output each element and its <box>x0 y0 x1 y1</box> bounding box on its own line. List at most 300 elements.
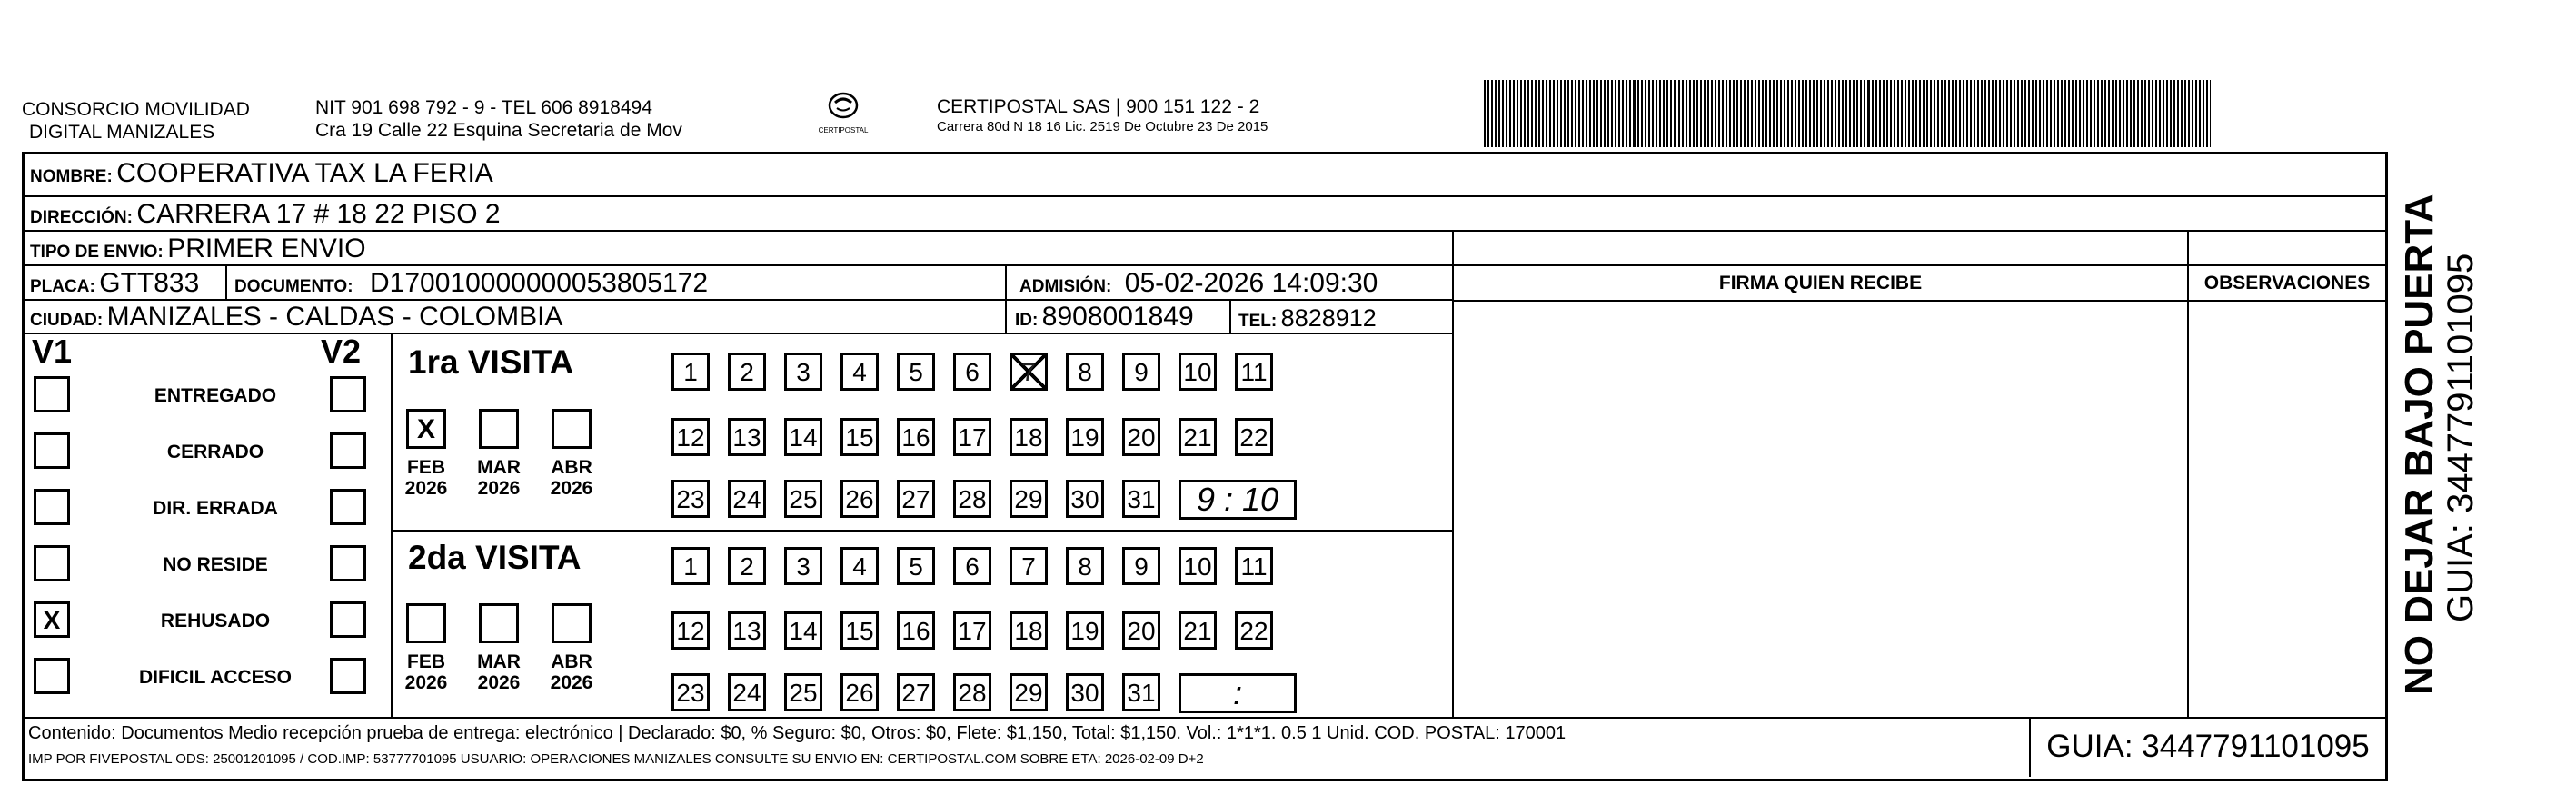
barcode-bar <box>2130 80 2132 147</box>
barcode-bar <box>1992 80 1994 147</box>
month-checkbox[interactable]: X <box>406 409 446 449</box>
admision-value: 05-02-2026 14:09:30 <box>1124 268 1378 298</box>
barcode-bar <box>2104 80 2106 147</box>
barcode-bar <box>2119 80 2121 147</box>
tipo-envio-value: PRIMER ENVIO <box>167 234 366 263</box>
barcode-bar <box>1491 80 1493 147</box>
admision-field <box>1019 268 1378 299</box>
barcode-bar <box>2064 80 2066 147</box>
status-label: NO RESIDE <box>163 554 268 575</box>
status-label: ENTREGADO <box>154 385 277 406</box>
day-cell[interactable]: 17 <box>953 611 991 650</box>
barcode-bar <box>1864 80 1865 147</box>
id-value: 8908001849 <box>1041 302 1194 332</box>
barcode-bar <box>2028 80 2030 147</box>
visit-time-field[interactable]: : <box>1179 673 1297 713</box>
day-cell[interactable]: 26 <box>840 480 879 518</box>
barcode-bar <box>1751 80 1753 147</box>
day-cell[interactable]: 2 <box>728 353 766 391</box>
barcode-bar <box>1872 80 1874 147</box>
day-cell[interactable]: 12 <box>671 418 710 456</box>
barcode-bar <box>1618 80 1620 147</box>
v1-checkbox[interactable] <box>34 489 70 525</box>
month-checkbox[interactable] <box>479 603 519 643</box>
day-cell[interactable]: 15 <box>840 611 879 650</box>
barcode-bar <box>1715 80 1716 147</box>
barcode-bar <box>2101 80 2103 147</box>
barcode-bar <box>1531 80 1533 147</box>
status-label: CERRADO <box>166 442 264 462</box>
day-cell[interactable]: 7 <box>1010 547 1048 585</box>
observaciones-area[interactable] <box>2189 302 2385 717</box>
barcode-bar <box>2203 80 2204 147</box>
barcode-bar <box>2163 80 2164 147</box>
v1-checkbox[interactable]: X <box>34 601 70 638</box>
barcode-bar <box>1495 80 1497 147</box>
day-cell[interactable]: 16 <box>897 611 935 650</box>
barcode-bar <box>2206 80 2208 147</box>
barcode-bar <box>1984 80 1986 147</box>
barcode-bar <box>2152 80 2153 147</box>
day-cell[interactable]: 19 <box>1066 611 1104 650</box>
company-contact <box>315 96 682 142</box>
barcode-bar <box>2094 80 2095 147</box>
day-cell[interactable]: 1 <box>671 353 710 391</box>
barcode-bar <box>1747 80 1749 147</box>
barcode-bar <box>2159 80 2161 147</box>
barcode-bar <box>1538 80 1540 147</box>
barcode-bar <box>1704 80 1706 147</box>
barcode-bar <box>2181 80 2183 147</box>
barcode-bar <box>1517 80 1518 147</box>
day-cell[interactable]: 16 <box>897 418 935 456</box>
month-label: FEB <box>407 457 445 478</box>
barcode-bar <box>1527 80 1529 147</box>
day-cell[interactable]: 19 <box>1066 418 1104 456</box>
barcode-bar <box>2148 80 2150 147</box>
documento-field <box>234 268 708 299</box>
company-nit: NIT 901 698 792 - 9 - TEL 606 8918494 <box>315 97 652 118</box>
barcode-bar <box>1835 80 1836 147</box>
documento-value: D170010000000053805172 <box>370 268 709 298</box>
nombre-label: NOMBRE: <box>30 167 113 186</box>
barcode-bar <box>1736 80 1738 147</box>
barcode-bar <box>2057 80 2059 147</box>
barcode-bar <box>1952 80 1954 147</box>
day-cell[interactable]: 10 <box>1179 547 1217 585</box>
barcode-bar <box>2010 80 2012 147</box>
barcode-bar <box>2210 80 2211 147</box>
direccion-value: CARRERA 17 # 18 22 PISO 2 <box>136 199 501 229</box>
month-checkbox[interactable] <box>552 603 592 643</box>
barcode-bar <box>1596 80 1598 147</box>
month-year: 2026 <box>550 478 593 499</box>
barcode-bar <box>1633 80 1636 147</box>
day-cell[interactable]: 15 <box>840 418 879 456</box>
day-cell[interactable]: 8 <box>1066 547 1104 585</box>
barcode-bar <box>1908 80 1910 147</box>
barcode-bar <box>2017 80 2019 147</box>
day-cell[interactable]: 10 <box>1179 353 1217 391</box>
visit-2-title: 2da VISITA <box>408 539 582 576</box>
ciudad-label: CIUDAD: <box>30 311 104 330</box>
day-cell[interactable]: 28 <box>953 480 991 518</box>
barcode-bar <box>2170 80 2172 147</box>
month-year: 2026 <box>404 478 448 499</box>
barcode-bar <box>1988 80 1990 147</box>
documento-label: DOCUMENTO: <box>234 277 353 296</box>
barcode-bar <box>2021 80 2023 147</box>
barcode-bar <box>2083 80 2084 147</box>
carrier-info <box>937 95 1268 135</box>
barcode-bar <box>1853 80 1855 147</box>
day-cell[interactable]: 13 <box>728 418 766 456</box>
barcode-bar <box>1894 80 1895 147</box>
month-year: 2026 <box>477 672 521 693</box>
barcode-bar <box>1765 80 1767 147</box>
direccion-row <box>30 199 501 230</box>
barcode-bar <box>1798 80 1800 147</box>
barcode-bar <box>2061 80 2063 147</box>
day-cell[interactable]: 21 <box>1179 611 1217 650</box>
barcode-bar <box>2032 80 2034 147</box>
barcode-bar <box>2184 80 2186 147</box>
barcode-bar <box>1670 80 1672 147</box>
day-cell[interactable]: 27 <box>897 673 935 711</box>
barcode-bar <box>1776 80 1778 147</box>
day-cell[interactable]: 27 <box>897 480 935 518</box>
barcode-bar <box>1915 80 1917 147</box>
barcode-bar <box>1575 80 1576 147</box>
day-cell[interactable]: 6 <box>953 353 991 391</box>
barcode-bar <box>2192 80 2193 147</box>
v1-checkbox[interactable] <box>34 545 70 581</box>
v2-checkbox[interactable] <box>330 376 366 412</box>
barcode-bar <box>1959 80 1961 147</box>
barcode-bar <box>1637 80 1639 147</box>
v2-checkbox[interactable] <box>330 489 366 525</box>
day-cell[interactable]: 17 <box>953 418 991 456</box>
month-label: ABR <box>551 651 592 672</box>
barcode-bar <box>1700 80 1702 147</box>
barcode-bar <box>1674 80 1676 147</box>
barcode-bar <box>1509 80 1511 147</box>
barcode-bar <box>1769 80 1771 147</box>
barcode-bar <box>1607 80 1609 147</box>
v2-checkbox[interactable] <box>330 658 366 694</box>
day-cell[interactable]: 30 <box>1066 480 1104 518</box>
barcode-bar <box>2188 80 2190 147</box>
month-label: ABR <box>551 457 592 478</box>
barcode-bar <box>1948 80 1950 147</box>
month-year: 2026 <box>477 478 521 499</box>
company-line-2: DIGITAL MANIZALES <box>29 122 215 143</box>
barcode-bar <box>1905 80 1906 147</box>
barcode-bar <box>1711 80 1713 147</box>
day-cell[interactable]: 23 <box>671 480 710 518</box>
barcode-bar <box>1831 80 1833 147</box>
day-cell[interactable]: 18 <box>1010 418 1048 456</box>
barcode-bar <box>1919 80 1921 147</box>
barcode-bar <box>2079 80 2081 147</box>
barcode-bar <box>1879 80 1881 147</box>
barcode-bar <box>1733 80 1735 147</box>
barcode-bar <box>2097 80 2099 147</box>
barcode-bar <box>2043 80 2044 147</box>
barcode-bar <box>1974 80 1975 147</box>
day-cell[interactable]: 7 <box>1010 353 1048 391</box>
visit-time-field[interactable]: 9 : 10 <box>1179 480 1297 520</box>
barcode-bar <box>1593 80 1595 147</box>
v1-checkbox[interactable] <box>34 432 70 469</box>
company-address: Cra 19 Calle 22 Esquina Secretaria de Mov <box>315 120 682 141</box>
barcode-bar <box>1981 80 1983 147</box>
logo-icon <box>825 91 861 122</box>
day-cell[interactable]: 31 <box>1122 480 1160 518</box>
barcode-bar <box>1707 80 1709 147</box>
barcode-bar <box>1970 80 1972 147</box>
day-cell[interactable]: 30 <box>1066 673 1104 711</box>
placa-field <box>30 268 199 299</box>
month-checkbox[interactable] <box>552 409 592 449</box>
day-cell[interactable]: 24 <box>728 480 766 518</box>
barcode-bar <box>1791 80 1793 147</box>
ciudad-value: MANIZALES - CALDAS - COLOMBIA <box>106 302 563 332</box>
carrier-address: Carrera 80d N 18 16 Lic. 2519 De Octubre 23 De 2015 <box>937 119 1268 134</box>
barcode-bar <box>1856 80 1858 147</box>
barcode-bar <box>1845 80 1847 147</box>
barcode-bar <box>2090 80 2092 147</box>
day-cell[interactable]: 28 <box>953 673 991 711</box>
barcode-bar <box>1886 80 1888 147</box>
side-warning: NO DEJAR BAJO PUERTA <box>2397 194 2442 695</box>
barcode-graphic <box>1484 80 2213 147</box>
day-cell[interactable]: 20 <box>1122 611 1160 650</box>
month-label: MAR <box>477 651 521 672</box>
firma-header: FIRMA QUIEN RECIBE <box>1718 273 1923 293</box>
tel-label: TEL: <box>1238 312 1278 331</box>
barcode-bar <box>1901 80 1903 147</box>
barcode-bar <box>2050 80 2052 147</box>
barcode-bar <box>1648 80 1650 147</box>
barcode-bar <box>1564 80 1566 147</box>
barcode-bar <box>1966 80 1968 147</box>
v2-checkbox[interactable] <box>330 545 366 581</box>
status-label: REHUSADO <box>160 611 271 631</box>
barcode-bar <box>1652 80 1654 147</box>
barcode-bar <box>1744 80 1746 147</box>
barcode-bar <box>2003 80 2004 147</box>
barcode-bar <box>1813 80 1815 147</box>
day-cell[interactable]: 20 <box>1122 418 1160 456</box>
barcode <box>1484 80 2213 147</box>
barcode-bar <box>1718 80 1720 147</box>
barcode-bar <box>1659 80 1661 147</box>
day-cell[interactable]: 25 <box>784 480 822 518</box>
barcode-bar <box>2035 80 2037 147</box>
barcode-bar <box>1549 80 1551 147</box>
nombre-row <box>30 158 493 189</box>
day-cell[interactable]: 13 <box>728 611 766 650</box>
barcode-bar <box>1589 80 1591 147</box>
barcode-bar <box>1955 80 1957 147</box>
barcode-bar <box>1995 80 1997 147</box>
day-cell[interactable]: 4 <box>840 353 879 391</box>
v1-checkbox[interactable] <box>34 658 70 694</box>
barcode-bar <box>1626 80 1627 147</box>
barcode-bar <box>1678 80 1680 147</box>
day-cell[interactable]: 12 <box>671 611 710 650</box>
signature-area[interactable] <box>1454 302 2187 717</box>
v2-checkbox[interactable] <box>330 601 366 638</box>
direccion-label: DIRECCIÓN: <box>30 208 133 227</box>
day-cell[interactable]: 22 <box>1235 611 1273 650</box>
barcode-bar <box>1762 80 1764 147</box>
v1-header: V1 <box>32 333 73 370</box>
barcode-bar <box>1816 80 1818 147</box>
month-label: MAR <box>477 457 521 478</box>
barcode-bar <box>1513 80 1515 147</box>
barcode-bar <box>1567 80 1569 147</box>
day-cell[interactable]: 11 <box>1235 353 1273 391</box>
barcode-bar <box>1722 80 1724 147</box>
barcode-bar <box>1615 80 1616 147</box>
day-cell[interactable]: 29 <box>1010 673 1048 711</box>
visit-1-title: 1ra VISITA <box>408 343 574 381</box>
barcode-bar <box>2133 80 2135 147</box>
barcode-bar <box>2054 80 2055 147</box>
barcode-bar <box>1934 80 1935 147</box>
barcode-bar <box>1645 80 1646 147</box>
barcode-bar <box>1682 80 1684 147</box>
barcode-bar <box>2086 80 2088 147</box>
barcode-bar <box>1890 80 1892 147</box>
barcode-bar <box>1560 80 1562 147</box>
barcode-bar <box>2046 80 2048 147</box>
day-cell[interactable]: 11 <box>1235 547 1273 585</box>
barcode-bar <box>1923 80 1925 147</box>
month-checkbox[interactable] <box>479 409 519 449</box>
day-cell[interactable]: 8 <box>1066 353 1104 391</box>
day-cell[interactable]: 9 <box>1122 353 1160 391</box>
barcode-bar <box>1729 80 1731 147</box>
barcode-bar <box>1926 80 1928 147</box>
barcode-bar <box>2195 80 2197 147</box>
v1-checkbox[interactable] <box>34 376 70 412</box>
barcode-bar <box>1520 80 1522 147</box>
month-checkbox[interactable] <box>406 603 446 643</box>
day-cell[interactable]: 25 <box>784 673 822 711</box>
barcode-bar <box>2006 80 2008 147</box>
observaciones-header: OBSERVACIONES <box>2203 273 2371 293</box>
day-cell[interactable]: 5 <box>897 547 935 585</box>
nombre-value: COOPERATIVA TAX LA FERIA <box>116 158 493 188</box>
barcode-bar <box>1795 80 1796 147</box>
barcode-bar <box>2166 80 2168 147</box>
barcode-bar <box>2039 80 2041 147</box>
day-cell[interactable]: 14 <box>784 611 822 650</box>
barcode-bar <box>1930 80 1932 147</box>
barcode-bar <box>1571 80 1573 147</box>
barcode-bar <box>2014 80 2015 147</box>
barcode-bar <box>1487 80 1489 147</box>
barcode-bar <box>1867 80 1870 147</box>
day-cell[interactable]: 3 <box>784 547 822 585</box>
barcode-bar <box>1696 80 1698 147</box>
barcode-bar <box>1963 80 1964 147</box>
barcode-bar <box>2068 80 2070 147</box>
barcode-bar <box>1787 80 1789 147</box>
barcode-bar <box>1944 80 1946 147</box>
day-cell[interactable]: 22 <box>1235 418 1273 456</box>
day-cell[interactable]: 3 <box>784 353 822 391</box>
barcode-bar <box>1805 80 1807 147</box>
day-cell[interactable]: 23 <box>671 673 710 711</box>
barcode-bar <box>2126 80 2128 147</box>
month-year: 2026 <box>404 672 448 693</box>
id-label: ID: <box>1015 311 1039 330</box>
barcode-bar <box>2108 80 2110 147</box>
company-line-1: CONSORCIO MOVILIDAD <box>22 99 250 120</box>
barcode-bar <box>1977 80 1979 147</box>
barcode-bar <box>1663 80 1665 147</box>
barcode-bar <box>1824 80 1825 147</box>
carrier-name: CERTIPOSTAL SAS | 900 151 122 - 2 <box>937 96 1260 117</box>
day-cell[interactable]: 1 <box>671 547 710 585</box>
day-cell[interactable]: 14 <box>784 418 822 456</box>
barcode-bar <box>1629 80 1631 147</box>
barcode-bar <box>1622 80 1624 147</box>
barcode-bar <box>1740 80 1742 147</box>
barcode-bar <box>1897 80 1899 147</box>
day-cell[interactable]: 2 <box>728 547 766 585</box>
barcode-bar <box>1524 80 1526 147</box>
barcode-bar <box>1498 80 1500 147</box>
day-cell[interactable]: 21 <box>1179 418 1217 456</box>
barcode-bar <box>1726 80 1727 147</box>
company-name <box>22 98 250 144</box>
barcode-bar <box>1912 80 1914 147</box>
barcode-bar <box>1758 80 1760 147</box>
logo-label: CERTIPOSTAL <box>818 126 869 134</box>
barcode-bar <box>1502 80 1504 147</box>
barcode-bar <box>1600 80 1602 147</box>
day-cell[interactable]: 18 <box>1010 611 1048 650</box>
day-cell[interactable]: 31 <box>1122 673 1160 711</box>
tipo-envio-row <box>30 234 366 264</box>
tipo-envio-label: TIPO DE ENVIO: <box>30 243 164 262</box>
day-cell[interactable]: 5 <box>897 353 935 391</box>
barcode-bar <box>1937 80 1939 147</box>
barcode-bar <box>2141 80 2143 147</box>
day-cell[interactable]: 24 <box>728 673 766 711</box>
day-cell[interactable]: 9 <box>1122 547 1160 585</box>
shipping-form <box>22 152 2388 781</box>
day-cell[interactable]: 6 <box>953 547 991 585</box>
side-guia: GUIA: 3447791101095 <box>2441 253 2481 622</box>
v2-checkbox[interactable] <box>330 432 366 469</box>
barcode-bar <box>1941 80 1943 147</box>
certipostal-logo <box>816 91 870 134</box>
day-cell[interactable]: 26 <box>840 673 879 711</box>
barcode-bar <box>1546 80 1547 147</box>
ciudad-row <box>30 302 562 333</box>
barcode-bar <box>1773 80 1775 147</box>
barcode-bar <box>1582 80 1584 147</box>
month-label: FEB <box>407 651 445 672</box>
day-cell[interactable]: 29 <box>1010 480 1048 518</box>
day-cell[interactable]: 4 <box>840 547 879 585</box>
